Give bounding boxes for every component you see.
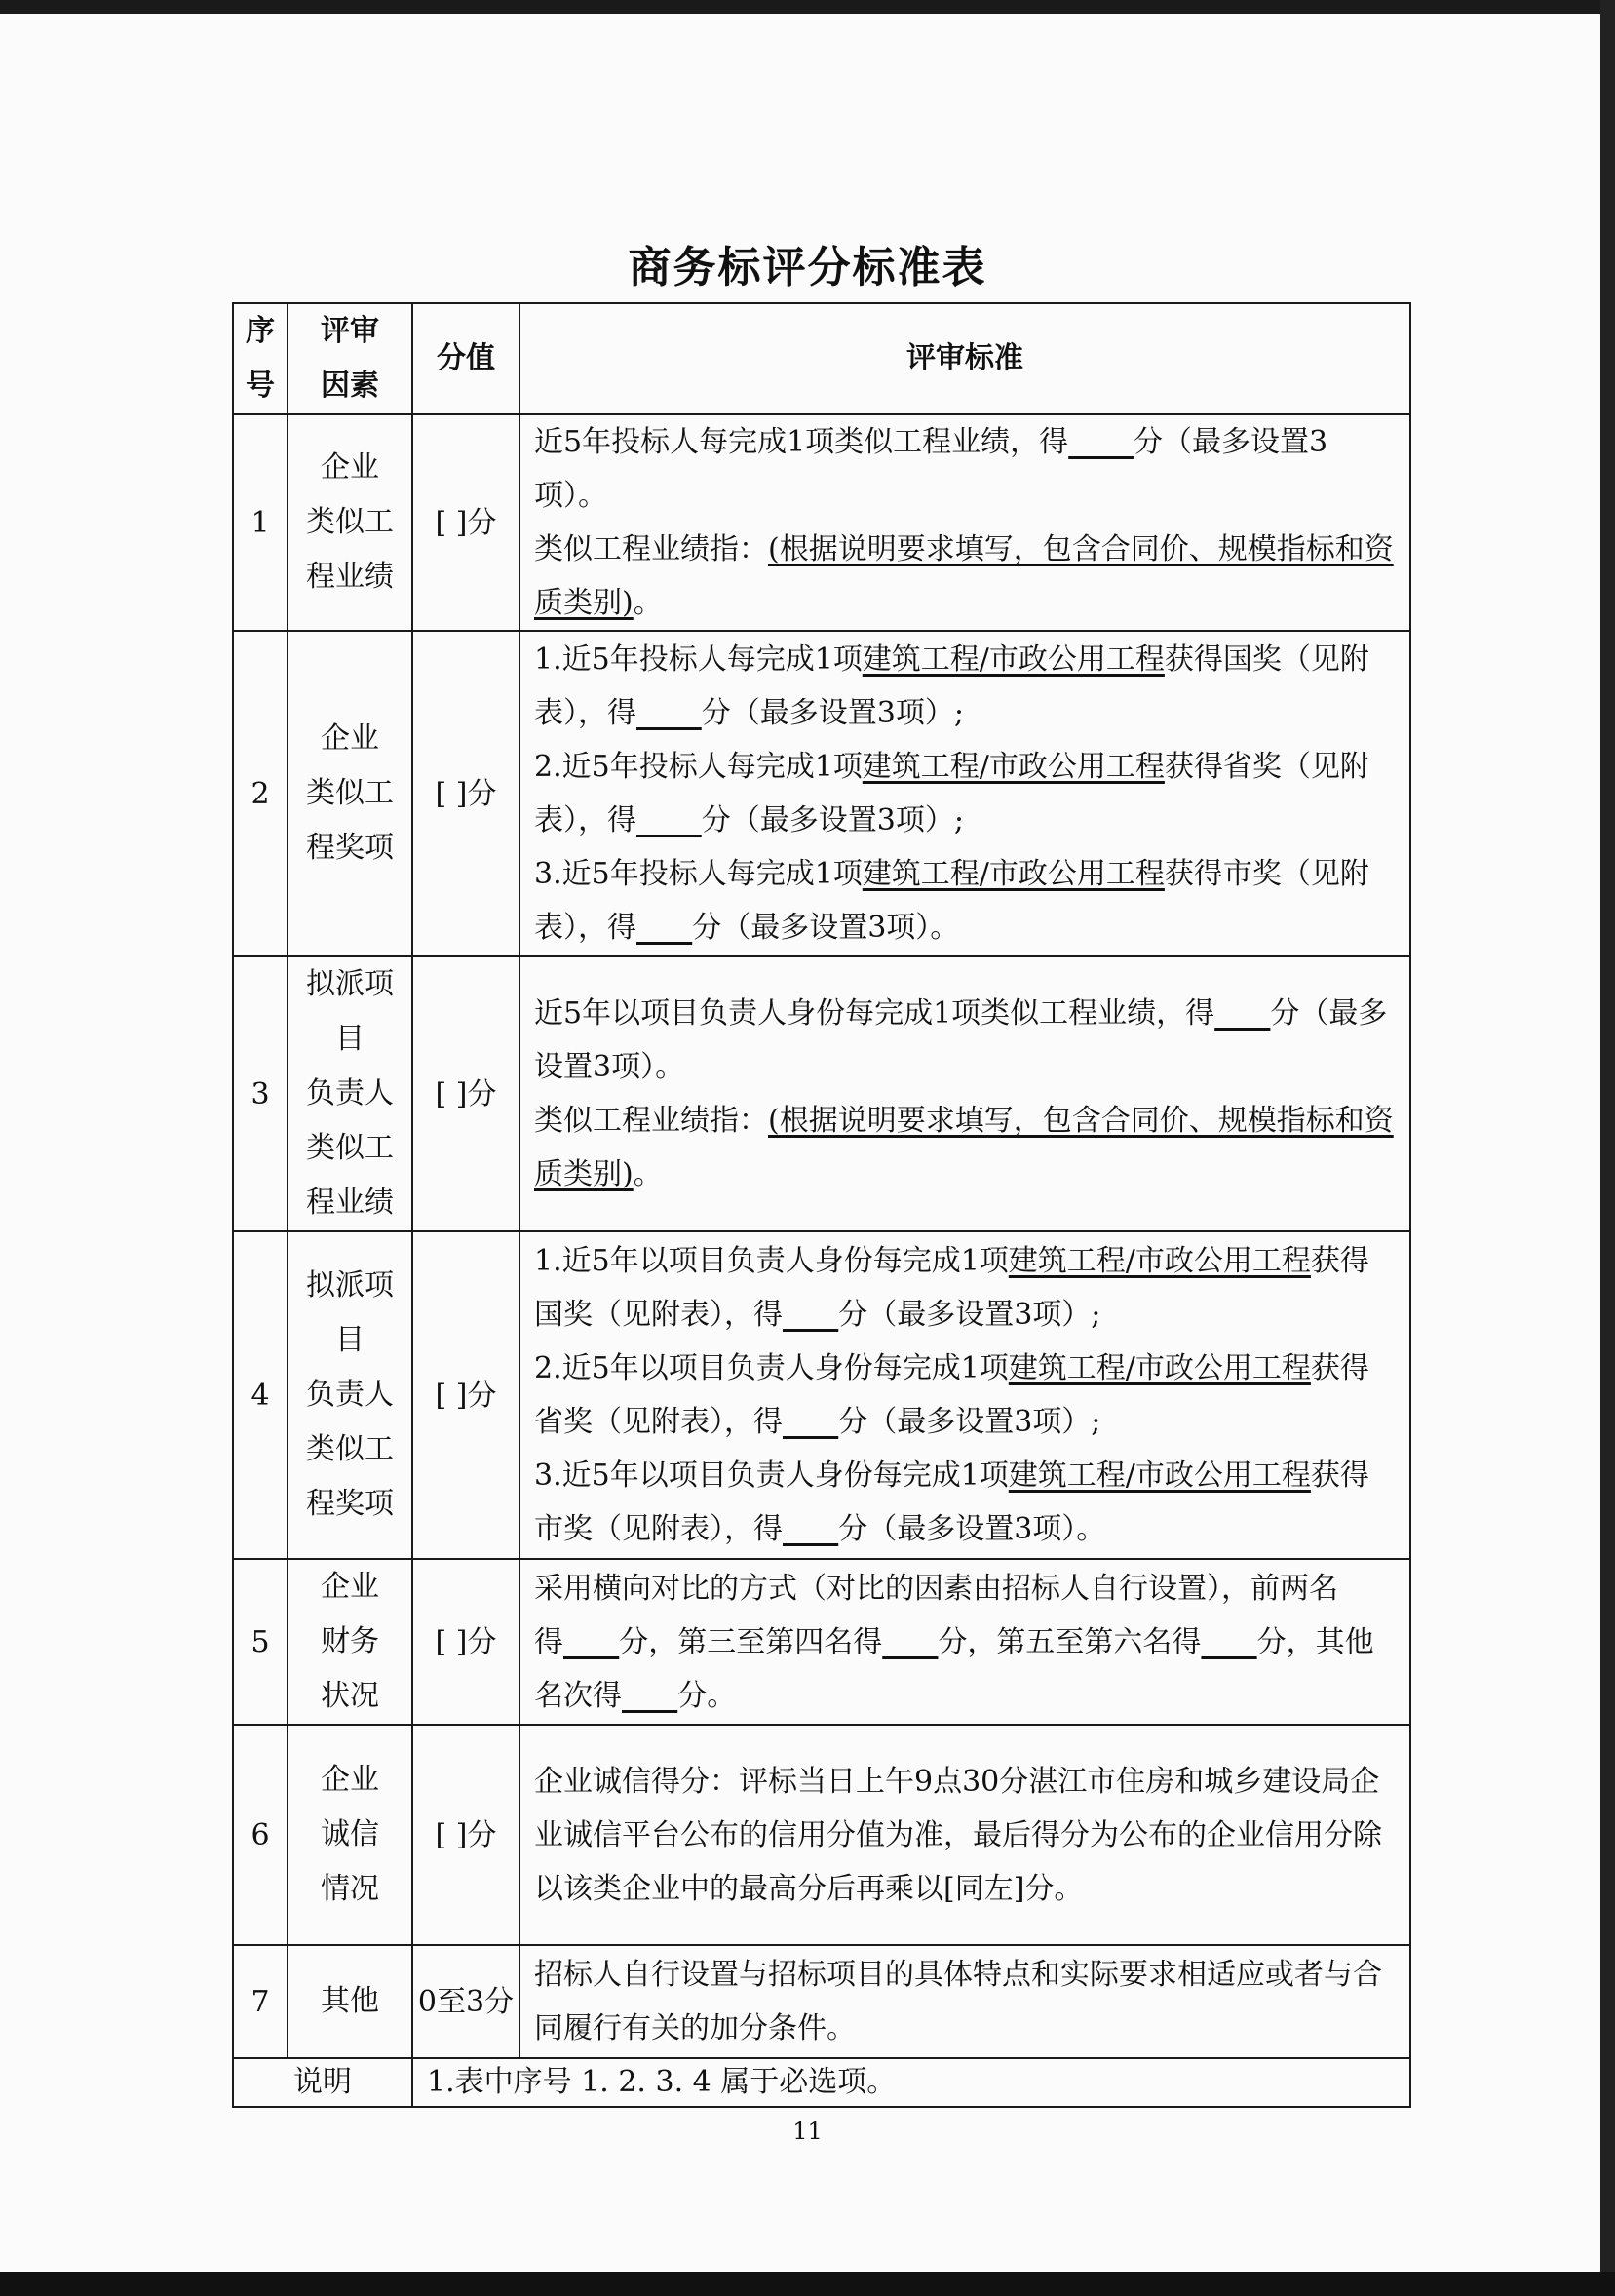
table-row (233, 1725, 1410, 1945)
table-row (233, 1231, 1410, 1559)
scoring-table (232, 302, 1411, 2108)
row-score: [ ]分 (412, 414, 519, 631)
table-row (233, 1945, 1410, 2058)
header-seq: 序 号 (233, 303, 288, 414)
scan-top-edge (0, 0, 1615, 14)
row-criteria: 招标人自行设置与招标项目的具体特点和实际要求相适应或者与合同履行有关的加分条件。 (519, 1945, 1410, 2058)
table-row (233, 414, 1410, 631)
scan-bottom-edge (0, 2272, 1615, 2296)
row-seq: 7 (233, 1945, 288, 2058)
row-factor: 其他 (288, 1945, 412, 2058)
row-seq: 6 (233, 1725, 288, 1945)
page-number: 11 (792, 2118, 823, 2145)
header-factor: 评审 因素 (288, 303, 412, 414)
scan-right-edge (1600, 0, 1615, 2296)
note-text: 1.表中序号 1. 2. 3. 4 属于必选项。 (412, 2058, 1410, 2107)
header-criteria: 评审标准 (519, 303, 1410, 414)
row-criteria: 近5年以项目负责人身份每完成1项类似工程业绩，得 分（最多设置3项）。 类似工程业绩指：(根据说明要求填写，包含合同价、规模指标和资质类别)。 (519, 956, 1410, 1231)
row-criteria: 近5年投标人每完成1项类似工程业绩，得 分（最多设置3项）。 类似工程业绩指：(根据说明要求填写，包含合同价、规模指标和资质类别)。 (519, 414, 1410, 631)
row-criteria: 1.近5年以项目负责人身份每完成1项建筑工程/市政公用工程获得国奖（见附表），得 分（最多设置3项）; 2.近5年以项目负责人身份每完成1项建筑工程/市政公用工程获得省奖（见附表），得 分（最多设置3项）; 3.近5年以项目负责人身份每完成1项建筑工程/市政公用工程获得市奖（见附表），得 分（最多设置3项）。 (519, 1231, 1410, 1559)
table-row (233, 956, 1410, 1231)
header-score: 分值 (412, 303, 519, 414)
row-factor: 企业 诚信 情况 (288, 1725, 412, 1945)
row-seq: 5 (233, 1559, 288, 1725)
row-factor: 企业 类似工 程奖项 (288, 631, 412, 956)
table-row (233, 1559, 1410, 1725)
row-factor: 拟派项 目 负责人 类似工 程奖项 (288, 1231, 412, 1559)
note-label: 说明 (233, 2058, 412, 2107)
row-seq: 4 (233, 1231, 288, 1559)
row-score: [ ]分 (412, 1559, 519, 1725)
row-score: [ ]分 (412, 631, 519, 956)
row-score: [ ]分 (412, 956, 519, 1231)
table-header-row (233, 303, 1410, 414)
row-seq: 2 (233, 631, 288, 956)
row-score: [ ]分 (412, 1231, 519, 1559)
row-seq: 1 (233, 414, 288, 631)
row-criteria: 1.近5年投标人每完成1项建筑工程/市政公用工程获得国奖（见附表），得 分（最多设置3项）; 2.近5年投标人每完成1项建筑工程/市政公用工程获得省奖（见附表），得 分（最多设置3项）; 3.近5年投标人每完成1项建筑工程/市政公用工程获得市奖（见附表），得 分（最多设置3项）。 (519, 631, 1410, 956)
row-score: [ ]分 (412, 1725, 519, 1945)
note-row (233, 2058, 1410, 2107)
table-row (233, 631, 1410, 956)
row-score: 0至3分 (412, 1945, 519, 2058)
row-seq: 3 (233, 956, 288, 1231)
page-title: 商务标评分标准表 (628, 243, 987, 292)
row-factor: 企业 财务 状况 (288, 1559, 412, 1725)
row-factor: 企业 类似工 程业绩 (288, 414, 412, 631)
row-criteria: 采用横向对比的方式（对比的因素由招标人自行设置），前两名得 分，第三至第四名得 分，第五至第六名得 分，其他名次得 分。 (519, 1559, 1410, 1725)
row-criteria: 企业诚信得分：评标当日上午9点30分湛江市住房和城乡建设局企业诚信平台公布的信用分值为准，最后得分为公布的企业信用分除以该类企业中的最高分后再乘以[同左]分。 (519, 1725, 1410, 1945)
row-factor: 拟派项 目 负责人 类似工 程业绩 (288, 956, 412, 1231)
